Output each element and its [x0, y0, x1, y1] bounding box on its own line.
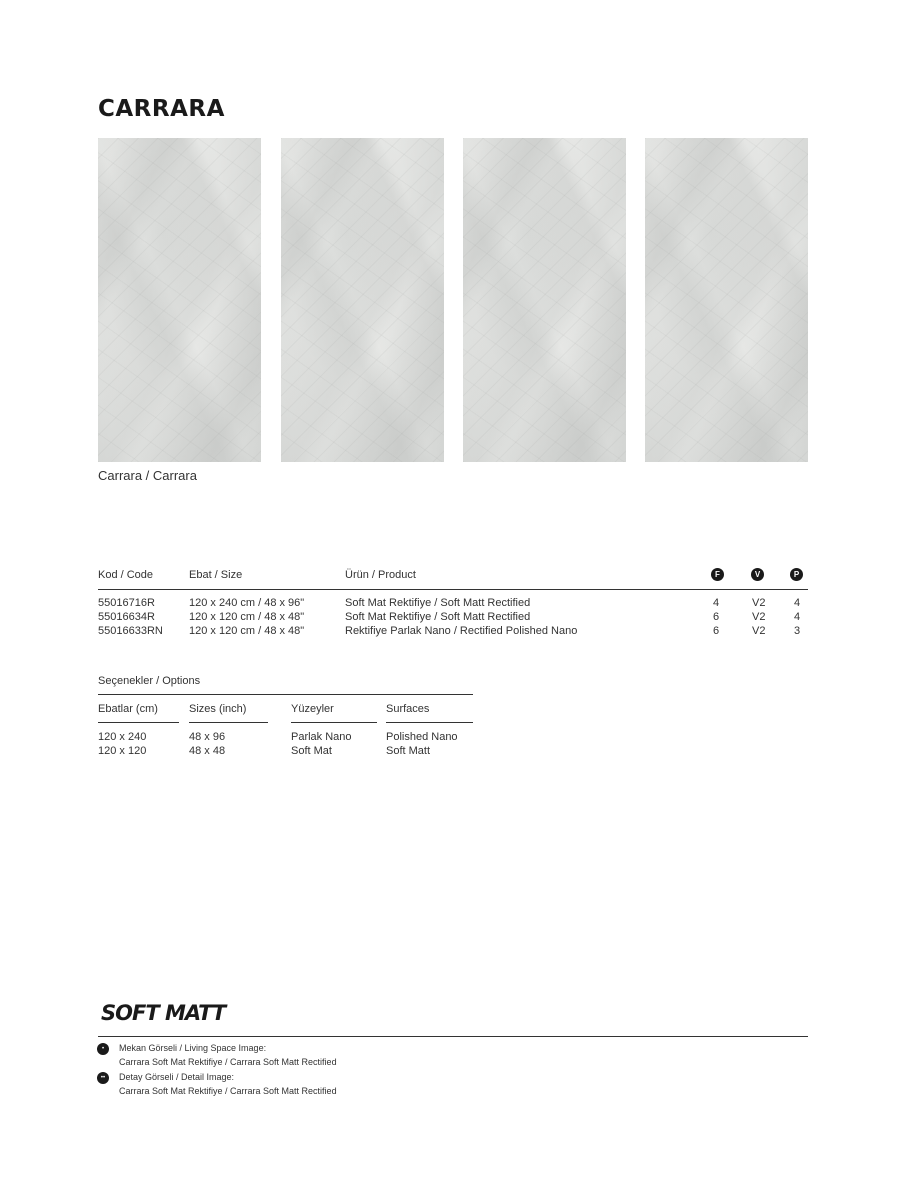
row-2-product: Soft Mat Rektifiye / Soft Matt Rectified — [345, 611, 531, 623]
row-1-f: 4 — [713, 597, 720, 609]
options-divider — [98, 694, 473, 695]
table-divider — [98, 589, 808, 590]
option-value: 48 x 96 — [189, 731, 226, 743]
row-1-size: 120 x 240 cm / 48 x 96" — [189, 597, 305, 609]
p-icon: P — [790, 568, 803, 581]
row-3-v: V2 — [752, 625, 766, 637]
header-code: Kod / Code — [98, 569, 154, 581]
row-1-v: V2 — [752, 597, 766, 609]
header-product: Ürün / Product — [345, 569, 416, 581]
detail-image-value: Carrara Soft Mat Rektifiye / Carrara Soft Matt Rectified — [119, 1086, 337, 1096]
detail-image-icon: •• — [97, 1072, 109, 1084]
options-header-cm: Ebatlar (cm) — [98, 703, 158, 715]
row-2-code: 55016634R — [98, 611, 155, 623]
header-size: Ebat / Size — [189, 569, 243, 581]
row-1-code: 55016716R — [98, 597, 155, 609]
options-col-rule — [98, 722, 179, 723]
row-2-p: 4 — [794, 611, 801, 623]
row-3-size: 120 x 120 cm / 48 x 48" — [189, 625, 305, 637]
option-value: 48 x 48 — [189, 745, 226, 757]
tile-image-2 — [281, 138, 444, 462]
row-2-f: 6 — [713, 611, 720, 623]
option-value: Soft Mat — [291, 745, 332, 757]
image-caption: Carrara / Carrara — [98, 468, 197, 483]
footer-divider — [98, 1036, 808, 1037]
option-value: Soft Matt — [386, 745, 431, 757]
tile-image-3 — [463, 138, 626, 462]
tile-image-4 — [645, 138, 808, 462]
f-icon: F — [711, 568, 724, 581]
v-icon: V — [751, 568, 764, 581]
row-3-product: Rektifiye Parlak Nano / Rectified Polished Nano — [345, 625, 578, 637]
options-header-inch: Sizes (inch) — [189, 703, 247, 715]
row-1-product: Soft Mat Rektifiye / Soft Matt Rectified — [345, 597, 531, 609]
tile-image-1 — [98, 138, 261, 462]
row-2-v: V2 — [752, 611, 766, 623]
page-title: CARRARA — [98, 96, 225, 122]
options-col-rule — [291, 722, 377, 723]
options-header-yuzeyler: Yüzeyler — [291, 703, 334, 715]
option-value: Parlak Nano — [291, 731, 352, 743]
options-title: Seçenekler / Options — [98, 675, 201, 687]
options-col-rule — [189, 722, 268, 723]
row-2-size: 120 x 120 cm / 48 x 48" — [189, 611, 305, 623]
row-3-code: 55016633RN — [98, 625, 163, 637]
row-1-p: 4 — [794, 597, 801, 609]
detail-image-label: Detay Görseli / Detail Image: — [119, 1072, 235, 1082]
options-header-surfaces: Surfaces — [386, 703, 430, 715]
option-value: 120 x 240 — [98, 731, 147, 743]
options-col-rule — [386, 722, 473, 723]
living-space-value: Carrara Soft Mat Rektifiye / Carrara Soft Matt Rectified — [119, 1057, 337, 1067]
row-3-f: 6 — [713, 625, 720, 637]
row-3-p: 3 — [794, 625, 801, 637]
living-space-icon: • — [97, 1043, 109, 1055]
living-space-label: Mekan Görseli / Living Space Image: — [119, 1043, 267, 1053]
option-value: 120 x 120 — [98, 745, 147, 757]
option-value: Polished Nano — [386, 731, 458, 743]
surface-brand-label: SOFT MATT — [101, 1001, 226, 1025]
